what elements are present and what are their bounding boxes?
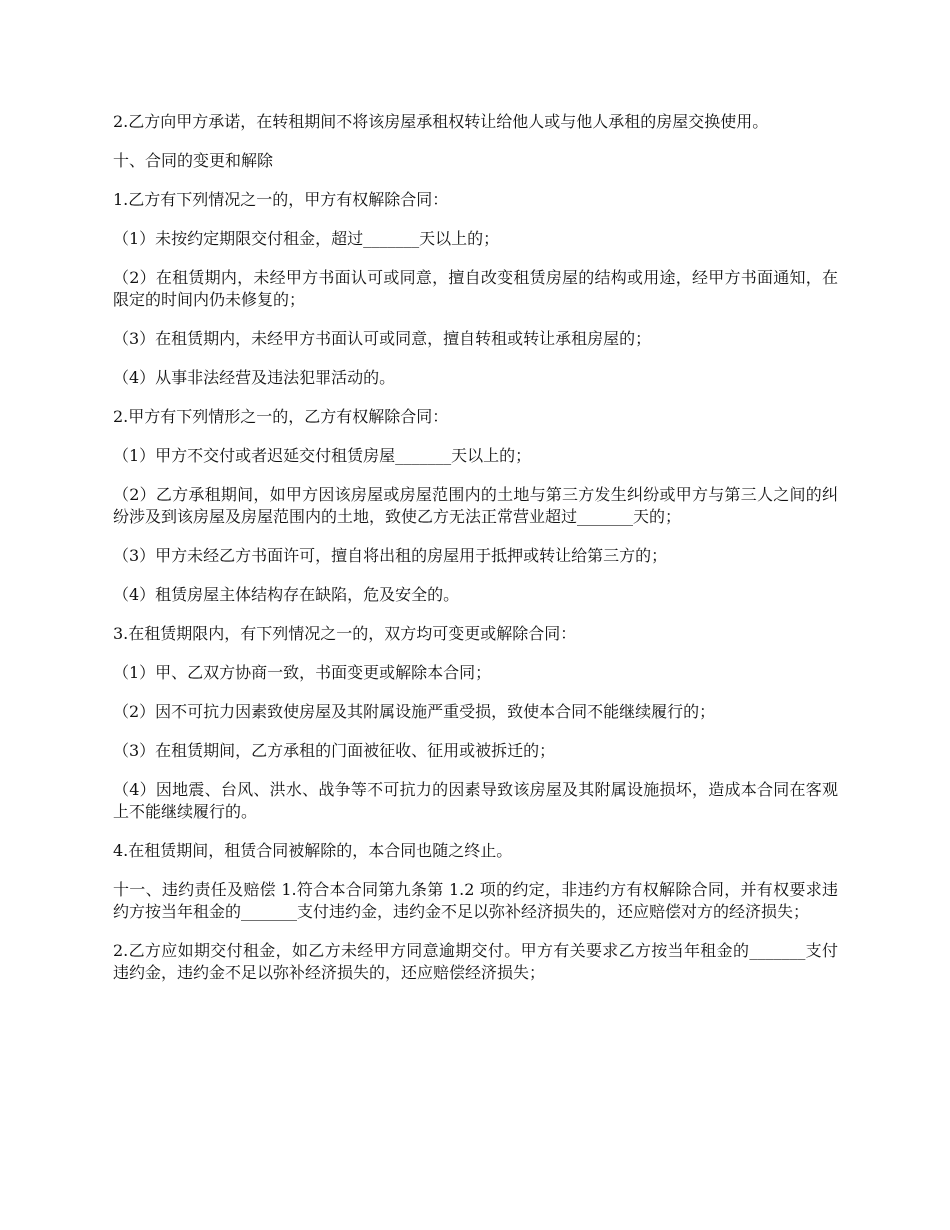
list-item: （3）甲方未经乙方书面许可，擅自将出租的房屋用于抵押或转让给第三方的； xyxy=(113,546,668,565)
list-item: （4）因地震、台风、洪水、战争等不可抗力的因素导致该房屋及其附属设施损坏，造成本合同在客观上不能继续履行的。 xyxy=(113,780,838,821)
section-heading-paragraph: 十一、违约责任及赔偿 1.符合本合同第九条第 1.2 项的约定，非违约方有权解除合同，并有权要求违约方按当年租金的_______支付违约金，违约金不足以弥补经济损失的，还应赔偿对方的经济损失； xyxy=(113,880,838,921)
list-item: （4）租赁房屋主体结构存在缺陷，危及安全的。 xyxy=(113,585,460,604)
list-item: （3）在租赁期内，未经甲方书面认可或同意，擅自转租或转让承租房屋的； xyxy=(113,329,652,348)
paragraph: 4.在租赁期间，租赁合同被解除的，本合同也随之终止。 xyxy=(113,841,513,860)
list-item: （1）甲方不交付或者迟延交付租赁房屋_______天以上的； xyxy=(113,446,532,465)
paragraph: 2.甲方有下列情形之一的，乙方有权解除合同： xyxy=(113,407,449,426)
list-item: （1）甲、乙双方协商一致，书面变更或解除本合同； xyxy=(113,663,492,682)
paragraph: 2.乙方应如期交付租金，如乙方未经甲方同意逾期交付。甲方有关要求乙方按当年租金的_______支付违约金，违约金不足以弥补经济损失的，还应赔偿经济损失； xyxy=(113,941,838,982)
paragraph: 1.乙方有下列情况之一的，甲方有权解除合同： xyxy=(113,190,449,209)
section-heading: 十、合同的变更和解除 xyxy=(113,151,274,170)
list-item: （2）乙方承租期间，如甲方因该房屋或房屋范围内的土地与第三方发生纠纷或甲方与第三人之间的纠纷涉及到该房屋及房屋范围内的土地，致使乙方无法正常营业超过_______天的； xyxy=(113,485,838,526)
document-body xyxy=(113,111,838,1001)
list-item: （2）在租赁期内，未经甲方书面认可或同意，擅自改变租赁房屋的结构或用途，经甲方书面通知，在限定的时间内仍未修复的； xyxy=(113,268,838,309)
paragraph: 2.乙方向甲方承诺，在转租期间不将该房屋承租权转让给他人或与他人承租的房屋交换使用。 xyxy=(113,112,769,131)
list-item: （3）在租赁期间，乙方承租的门面被征收、征用或被拆迁的； xyxy=(113,741,556,760)
list-item: （2）因不可抗力因素致使房屋及其附属设施严重受损，致使本合同不能继续履行的； xyxy=(113,702,716,721)
paragraph: 3.在租赁期限内，有下列情况之一的，双方均可变更或解除合同： xyxy=(113,624,577,643)
list-item: （1）未按约定期限交付租金，超过_______天以上的； xyxy=(113,229,500,248)
list-item: （4）从事非法经营及违法犯罪活动的。 xyxy=(113,368,396,387)
